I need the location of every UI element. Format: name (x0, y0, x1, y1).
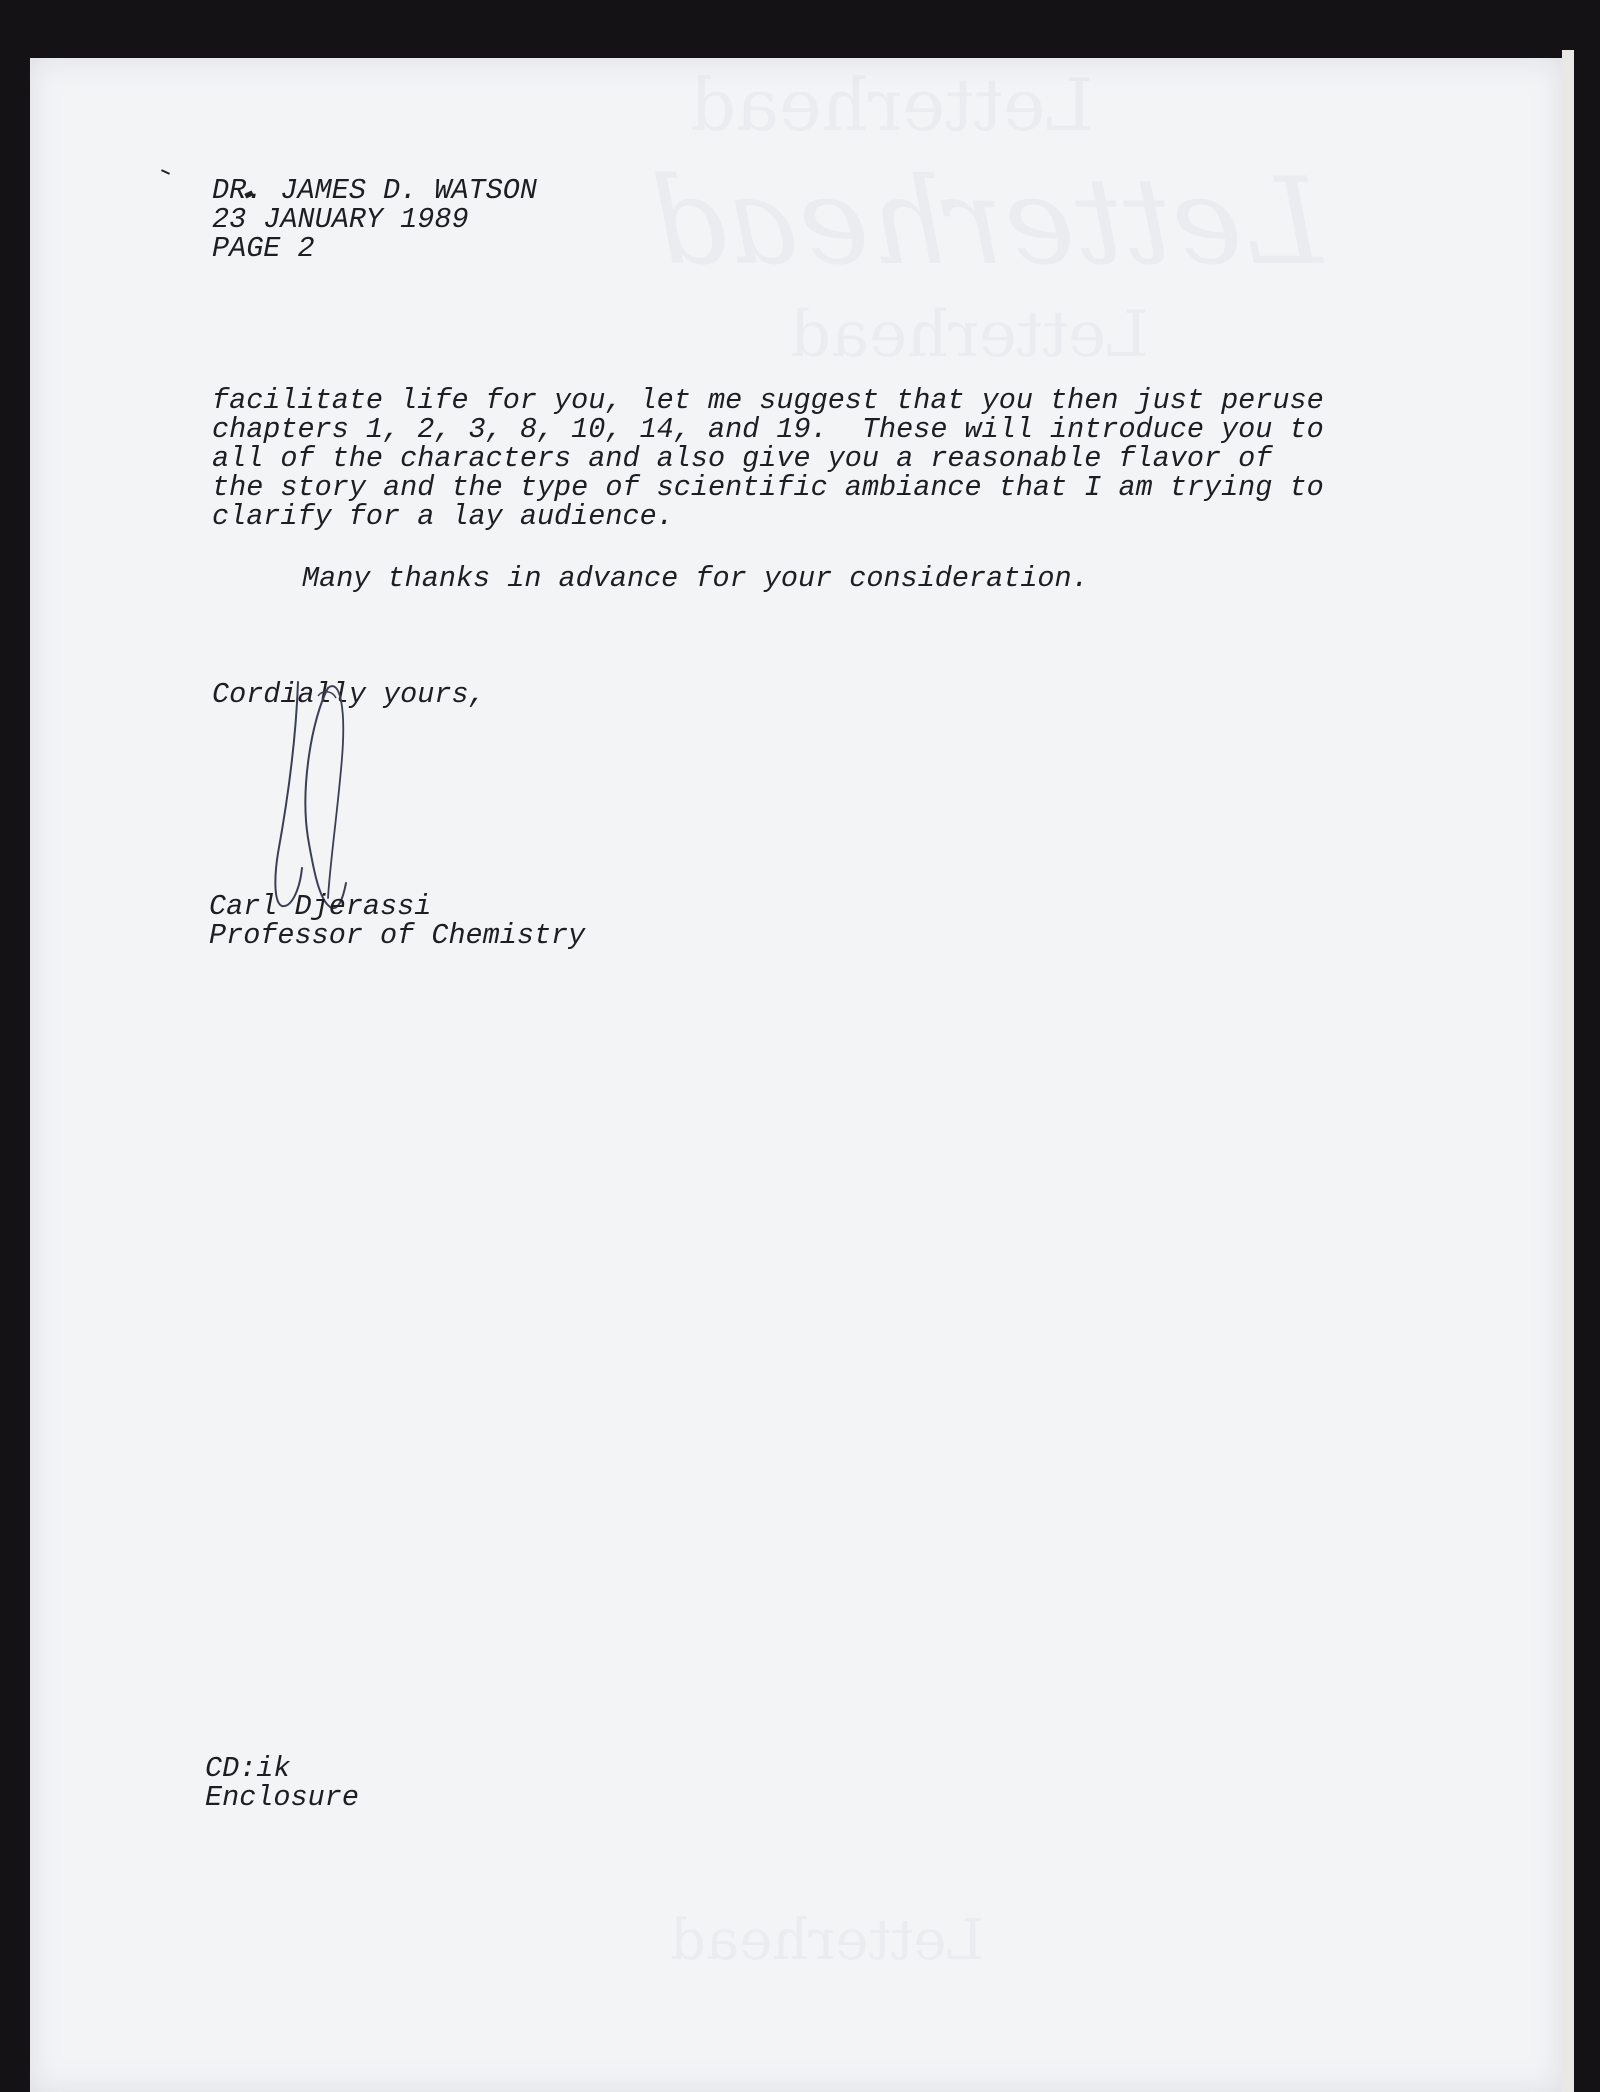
body-line: facilitate life for you, let me suggest that you then just peruse (212, 384, 1324, 417)
recipient-line: DR. JAMES D. WATSON (212, 174, 537, 207)
show-through-mark: Letterhead (790, 298, 1149, 372)
show-through-mark: Letterhead (650, 153, 1323, 292)
letter-sheet (30, 58, 1562, 2092)
body-line: the story and the type of scientific ambiance that I am trying to (212, 471, 1324, 504)
stray-tick (161, 169, 170, 175)
page-number-line: PAGE 2 (212, 232, 315, 265)
date-line: 23 JANUARY 1989 (212, 203, 469, 236)
signer-title: Professor of Chemistry (209, 919, 586, 952)
show-through-mark: Letterhead (690, 63, 1094, 147)
closing-paragraph: Many thanks in advance for your consideration. (302, 562, 1089, 595)
body-line: chapters 1, 2, 3, 8, 10, 14, and 19. These will introduce you to (212, 413, 1324, 446)
body-line: all of the characters and also give you a reasonable flavor of (212, 442, 1273, 475)
body-line: clarify for a lay audience. (212, 500, 674, 533)
signer-name: Carl Djerassi (209, 890, 432, 923)
reference-initials: CD:ik (205, 1752, 291, 1785)
show-through-mark: Letterhead (670, 1908, 984, 1973)
enclosure-note: Enclosure (205, 1781, 359, 1814)
complimentary-close: Cordially yours, (212, 678, 486, 711)
page-edge (1562, 50, 1574, 2092)
